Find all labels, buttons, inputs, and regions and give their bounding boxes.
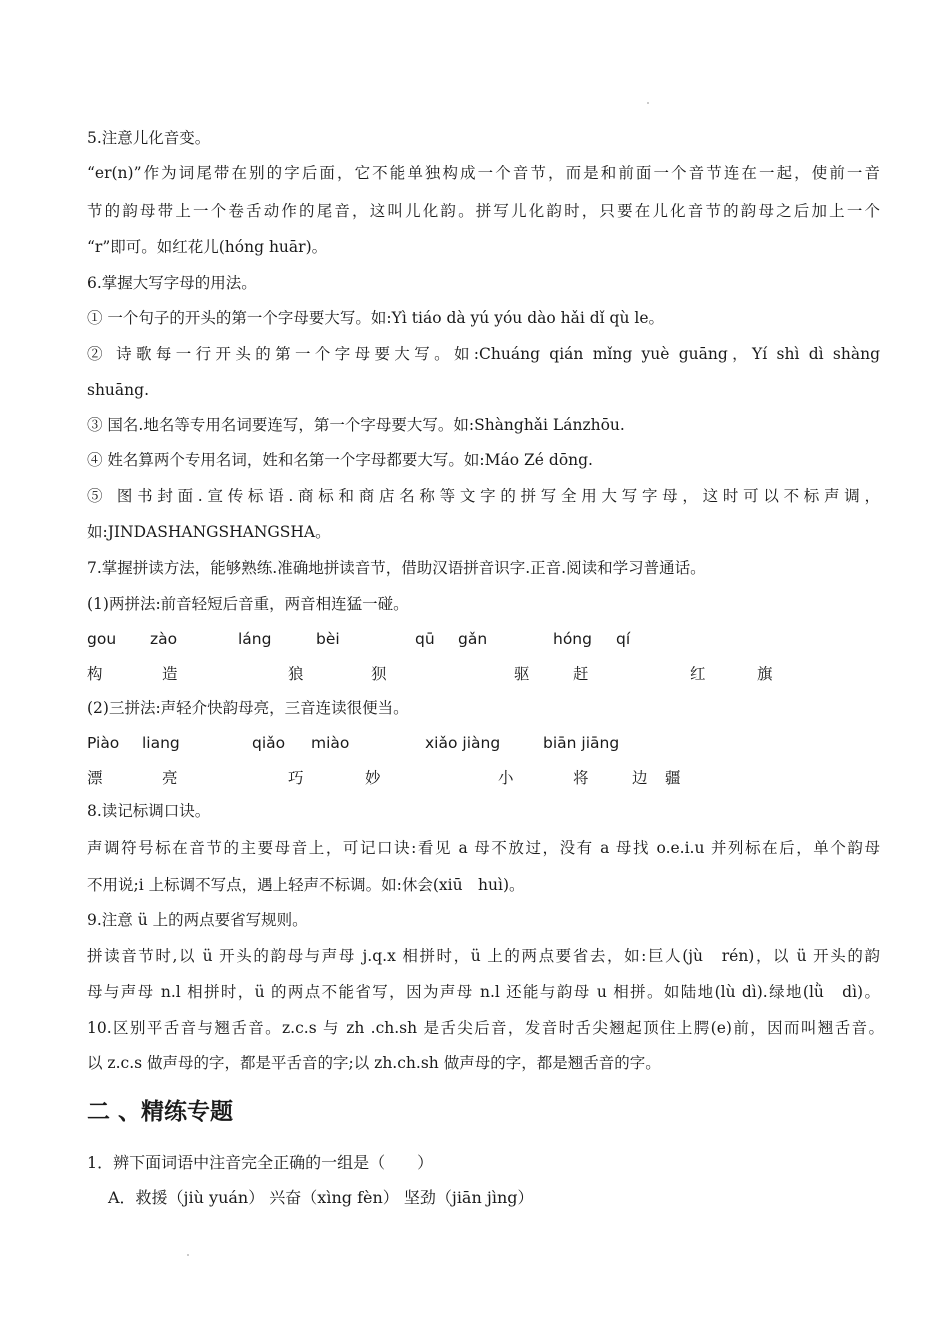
point6-item1: ① 一个句子的开头的第一个字母要大写。如:Yì tiáo dà yú yóu dào hǎi dǐ qù le。 [87,309,665,327]
speck-mark [647,102,649,104]
point6-item5-line1: ⑤ 图书封面.宣传标语.商标和商店名称等文字的拼写全用大写字母，这时可以不标声调， [87,487,880,505]
hanzi-miao: 妙 [365,769,381,787]
hanzi-piao: 漂 [87,769,103,787]
pinyin-qi: qí [616,630,631,648]
point6-title: 6.掌握大写字母的用法。 [87,274,257,292]
point5-line2: 节的韵母带上一个卷舌动作的尾音，这叫儿化韵。拼写儿化韵时，只要在儿化音节的韵母之后加上一个 [87,202,880,220]
two-spell-pinyin-row [87,629,787,649]
hanzi-xiao: 小 [498,769,514,787]
speck-mark [187,1254,189,1256]
hanzi-lang: 狼 [288,665,304,683]
point5-line1: “er(n)”作为词尾带在别的字后面，它不能单独构成一个音节，而是和前面一个音节连在一起，使前一音 [87,164,880,182]
hanzi-zao: 造 [162,665,178,683]
question1-stem: 1．辨下面词语中注音完全正确的一组是（ ） [87,1153,434,1172]
point10-line2: 以 z.c.s 做声母的字，都是平舌音的字;以 zh.ch.sh 做声母的字，都是翘舌音的字。 [87,1054,661,1072]
hanzi-qi: 旗 [757,665,773,683]
pinyin-gou: gou [87,630,117,648]
hanzi-liang: 亮 [162,769,178,787]
hanzi-gou: 构 [87,665,103,683]
point9-title: 9.注意 ü 上的两点要省写规则。 [87,911,308,929]
two-spell-label: (1)两拼法:前音轻短后音重，两音相连猛一碰。 [87,595,409,613]
hanzi-jiang2: 疆 [665,769,681,787]
pinyin-zao: zào [150,630,178,648]
hanzi-bian: 边 [632,769,648,787]
question1-option-a: A．救援（jiù yuán） 兴奋（xìng fèn） 坚劲（jiān jìng） [108,1188,534,1207]
point6-item2-line2: shuāng. [87,381,149,399]
three-spell-label: (2)三拼法:声轻介快韵母亮，三音连读很便当。 [87,699,409,717]
pinyin-piao: Piào [87,734,120,752]
pinyin-lang: láng [238,630,272,648]
point8-line2: 不用说;i 上标调不写点，遇上轻声不标调。如:休会(xiū huì)。 [87,876,525,894]
hanzi-qu: 驱 [514,665,530,683]
pinyin-bianjiang: biān jiāng [543,734,620,752]
pinyin-qiao: qiǎo [252,734,286,752]
hanzi-hong: 红 [690,665,706,683]
pinyin-miao: miào [311,734,350,752]
pinyin-gan: gǎn [458,630,488,648]
hanzi-qiao: 巧 [288,769,304,787]
point10-line1: 10.区别平舌音与翘舌音。z.c.s 与 zh .ch.sh 是舌尖后音，发音时舌尖翘起顶住上腭(e)前，因而叫翘舌音。 [87,1019,884,1037]
point6-item4: ④ 姓名算两个专用名词，姓和名第一个字母都要大写。如:Máo Zé dōng. [87,451,593,469]
point8-line1: 声调符号标在音节的主要母音上，可记口诀:看见 a 母不放过，没有 a 母找 o.e.i.u 并列标在后，单个韵母 [87,839,880,857]
point7-title: 7.掌握拼读方法，能够熟练.准确地拼读音节，借助汉语拼音识字.正音.阅读和学习普通话。 [87,559,706,577]
point9-line2: 母与声母 n.l 相拼时，ü 的两点不能省写，因为声母 n.l 还能与韵母 u 相拼。如陆地(lù dì).绿地(lǜ dì)。 [87,983,880,1001]
point8-title: 8.读记标调口诀。 [87,802,211,820]
hanzi-gan: 赶 [573,665,589,683]
hanzi-jiang: 将 [573,769,589,787]
point6-item5-line2: 如:JINDASHANGSHANGSHA。 [87,523,331,541]
point6-item3: ③ 国名.地名等专用名词要连写，第一个字母要大写。如:Shànghǎi Lánzhōu. [87,416,625,434]
three-spell-pinyin-row [87,733,787,753]
pinyin-qu: qū [415,630,435,648]
three-spell-hanzi-row [87,768,787,788]
point5-line3: “r”即可。如红花儿(hóng huār)。 [87,238,328,256]
hanzi-bei: 狈 [371,665,387,683]
point9-line1: 拼读音节时,以 ü 开头的韵母与声母 j.q.x 相拼时，ü 上的两点要省去，如:巨人(jù rén)，以 ü 开头的韵 [87,947,880,965]
pinyin-xiaojiang: xiǎo jiàng [425,734,501,752]
pinyin-bei: bèi [316,630,340,648]
point5-title: 5.注意儿化音变。 [87,129,211,147]
pinyin-liang: liang [142,734,180,752]
pinyin-hong: hóng [553,630,592,648]
point6-item2-line1: ② 诗歌每一行开头的第一个字母要大写。如:Chuáng qián mǐng yuè guāng，Yí shì dì shàng [87,345,880,363]
two-spell-hanzi-row [87,664,787,684]
section-heading: 二 、精练专题 [87,1099,234,1125]
